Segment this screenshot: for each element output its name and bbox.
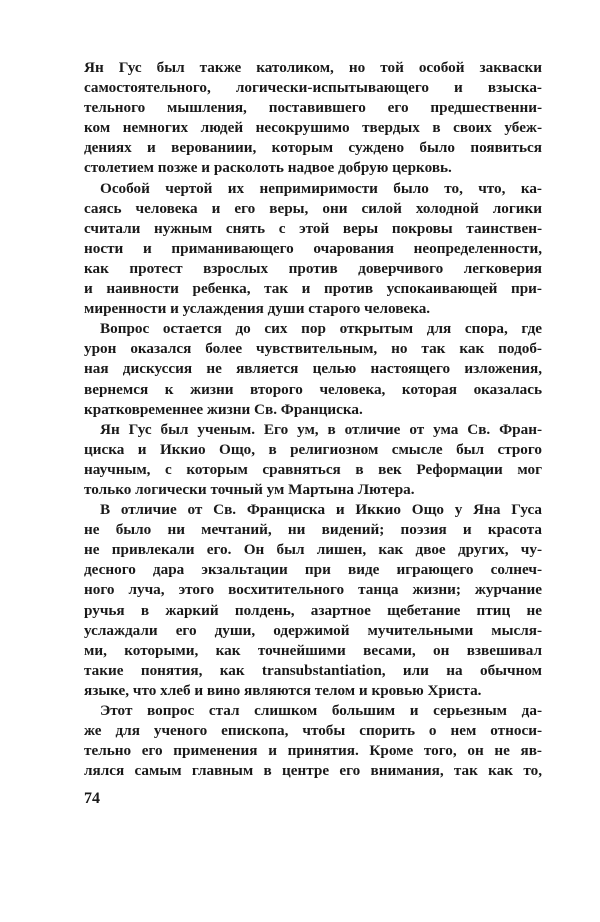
- text-line: не было ни мечтаний, ни видений; поэзия и красота: [84, 521, 542, 539]
- text-line: самостоятельного, логически-испытывающего и взыска-: [84, 79, 542, 97]
- text-line: тельного мышления, поставившего его предшественни-: [84, 99, 542, 117]
- text-line: услаждали его души, одержимой мучительными мысля-: [84, 621, 542, 639]
- text-line: ми, которыми, как точнейшими весами, он взвешивал: [84, 641, 542, 659]
- text-line: Вопрос остается до сих пор открытым для спора, где: [100, 320, 542, 338]
- text-line: кратковременнее жизни Св. Франциска.: [84, 400, 363, 418]
- text-line: дениях и верованиии, которым суждено было появиться: [84, 139, 542, 157]
- text-line: вернемся к жизни второго человека, которая оказалась: [84, 380, 542, 398]
- text-line: ручья в жаркий полдень, азартное щебетание птиц не: [84, 601, 542, 619]
- text-line: и наивности ребенка, так и против успокаивающей при-: [84, 280, 542, 298]
- text-line: циска и Иккио Ощо, в религиозном смысле был строго: [84, 440, 542, 458]
- text-line: тельно его применения и принятия. Кроме того, он не яв-: [84, 742, 542, 760]
- text-line: десного дара экзальтации при виде играющего солнеч-: [84, 561, 542, 579]
- text-line: урон оказался более чувствительным, но так как подоб-: [84, 340, 542, 358]
- text-line: считали нужным снять с этой веры покровы таинствен-: [84, 219, 542, 237]
- text-line: Особой чертой их непримиримости было то, что, ка-: [100, 179, 542, 197]
- text-line: языке, что хлеб и вино являются телом и кровью Христа.: [84, 681, 482, 699]
- text-line: только логически точный ум Мартына Лютера.: [84, 480, 415, 498]
- text-line: ная дискуссия не является целью настоящего изложения,: [84, 360, 542, 378]
- text-line: лялся самым главным в центре его внимания, так как то,: [84, 762, 542, 780]
- text-line: научным, с которым сравняться в век Реформации мог: [84, 460, 542, 478]
- text-line: как протест взрослых против доверчивого легковерия: [84, 259, 542, 277]
- text-line: саясь человека и его веры, они силой холодной логики: [84, 199, 542, 217]
- text-line: ком немногих людей несокрушимо твердых в своих убеж-: [84, 119, 542, 137]
- text-line: ного луча, этого восхитительного танца жизни; журчание: [84, 581, 542, 599]
- page-number: 74: [84, 790, 100, 807]
- text-line: Ян Гус был ученым. Его ум, в отличие от ума Св. Фран-: [100, 420, 542, 438]
- text-line: Ян Гус был также католиком, но той особой закваски: [84, 59, 542, 76]
- text-line: В отличие от Св. Франциска и Иккио Ощо у Яна Гуса: [100, 501, 542, 519]
- text-line: не привлекали его. Он был лишен, как двое других, чу-: [84, 541, 542, 559]
- text-line: столетием позже и расколоть надвое добрую церковь.: [84, 159, 452, 177]
- text-line: ности и приманивающего очарования неопределенности,: [84, 239, 542, 257]
- text-line: же для ученого епископа, чтобы спорить о нем относи-: [84, 722, 542, 740]
- text-line: такие понятия, как transubstantiation, или на обычном: [84, 661, 542, 679]
- text-line: миренности и услаждения души старого человека.: [84, 300, 431, 318]
- body-text: [84, 58, 542, 781]
- text-line: Этот вопрос стал слишком большим и серьезным да-: [100, 702, 542, 719]
